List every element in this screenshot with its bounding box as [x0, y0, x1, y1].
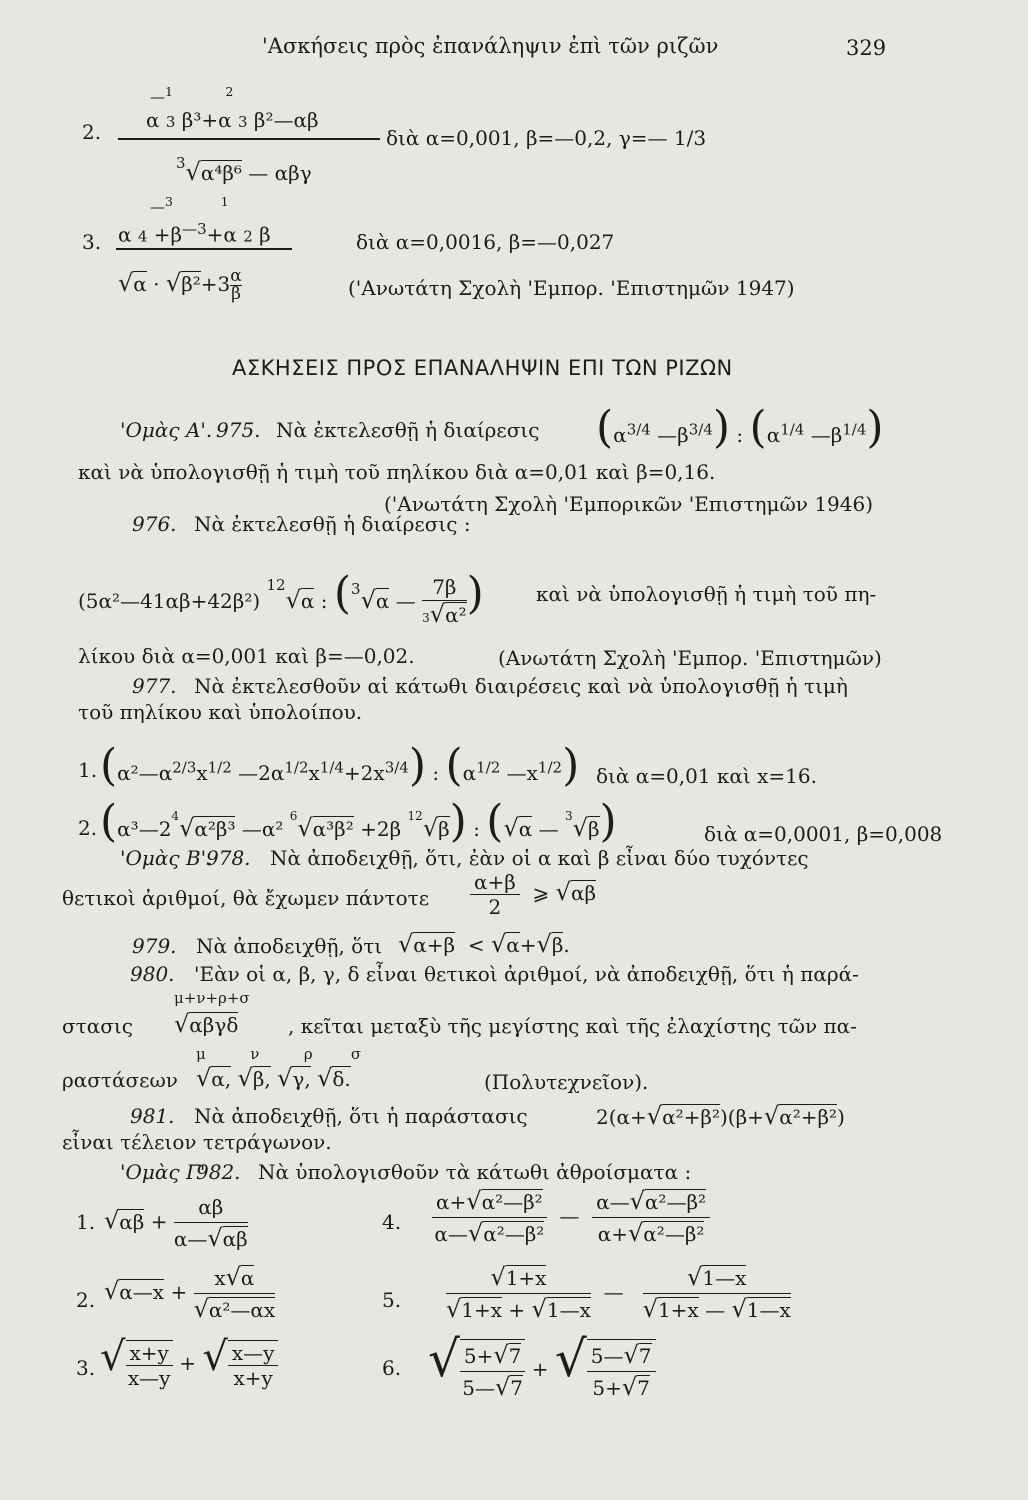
exercise-line-2: λίκου διὰ α=0,001 καὶ β=—0,02.	[78, 644, 415, 668]
sum-item-formula: √αβ + $\frac{\alpha\beta}{\alpha—√\alpha\beta}$	[104, 1192, 248, 1254]
fraction-denominator: $^3$√α⁴β⁶ — αβγ	[176, 154, 312, 186]
fraction-denominator: √α · √β²+3 $\frac{\alpha}{\beta}$	[118, 266, 242, 304]
exercise-line-2b: , κεῖται μεταξὺ τῆς μεγίστης καὶ τῆς ἐλαχίστης τῶν πα-	[288, 1014, 857, 1038]
exercise-text: 'Εὰν οἱ α, β, γ, δ εἶναι θετικοὶ ἀριθμοί, νὰ ἀποδειχθῇ, ὅτι ἡ παρά-	[194, 962, 859, 986]
exercise-text: Νὰ ὑπολογισθοῦν τὰ κάτωθι ἀθροίσματα :	[258, 1160, 692, 1184]
expression-formula: 2(α+√α²+β²)(β+√α²+β²)	[596, 1102, 845, 1130]
sum-item-number: 1.	[76, 1210, 96, 1234]
running-title: 'Ασκήσεις πρὸς ἐπανάληψιν ἐπὶ τῶν ριζῶν	[262, 34, 719, 58]
exercise-line-2a: στασις	[62, 1014, 133, 1038]
exercise-text-after: καὶ νὰ ὑπολογισθῇ ἡ τιμὴ τοῦ πη-	[536, 582, 877, 606]
sub-item-formula: ($\alpha^2—\alpha^{2/3}x^{1/2}$ $—2\alpha^{1/2}x^{1/4}+2x^{3/4}$) : ($\alpha^{1/2}$ $—x^{1/2}$)	[100, 740, 580, 791]
sum-item-number: 5.	[382, 1288, 402, 1312]
sum-item-formula: $\frac{\text{α+√α²—β²}}{\text{α—√α²—β²}}$ — $\frac{\text{α—√α²—β²}}{\text{α+√α²—β²}}$	[432, 1186, 710, 1249]
section-title: ΑΣΚΗΣΕΙΣ ΠΡΟΣ ΕΠΑΝΑΛΗΨΙΝ ΕΠΙ ΤΩΝ ΡΙΖΩΝ	[232, 356, 733, 380]
exercise-number: 978.	[206, 846, 251, 870]
exercise-number: 977.	[132, 674, 177, 698]
exercise-number: 2.	[82, 120, 102, 144]
exercise-number: 975.	[216, 418, 261, 442]
group-label: 'Ομὰς Α'.	[120, 418, 213, 442]
source-note: (Ανωτάτη Σχολὴ 'Εμπορ. 'Επιστημῶν)	[498, 646, 882, 670]
exercise-number: 976.	[132, 512, 177, 536]
sum-item-number: 4.	[382, 1210, 402, 1234]
condition: διὰ α=0,0016, β=—0,027	[356, 230, 615, 254]
exercise-number: 982.	[196, 1160, 241, 1184]
exercise-number: 979.	[132, 934, 177, 958]
source-note: ('Ανωτάτη Σχολὴ 'Εμπορικῶν 'Επιστημῶν 1946)	[384, 492, 874, 516]
division-formula: (5α²—41αβ+42β²) $^{12}$√α : ($^3$√α — $\frac{7\beta}{\text{3√α²}}$ )	[78, 568, 484, 628]
root-formula: μ+ν+ρ+σ √αβγδ	[174, 989, 250, 1038]
sum-item-formula: √ $\frac{x+y}{x—y}$ + √ $\frac{x—y}{x+y}$	[100, 1334, 278, 1390]
inequality-formula: $\frac{\alpha+\beta}{2}$ ⩾ √αβ	[470, 870, 596, 919]
group-label: 'Ομὰς Β'.	[120, 846, 213, 870]
sub-item-condition: διὰ α=0,01 καὶ x=16.	[596, 764, 817, 788]
page-number: 329	[846, 36, 887, 60]
exercise-text: Νὰ ἀποδειχθῇ, ὅτι, ἐὰν οἱ α καὶ β εἶναι δύο τυχόντες	[270, 846, 809, 870]
exercise-number: 3.	[82, 230, 102, 254]
exercise-number: 981.	[130, 1104, 175, 1128]
sub-item-number: 2.	[78, 816, 98, 840]
sum-item-number: 6.	[382, 1356, 402, 1380]
source-note: (Πολυτεχνεῖον).	[484, 1070, 649, 1094]
sum-item-formula: $\frac{√1+x}{√1+x + √1—x}$ — $\frac{√1—x}{√1+x — √1—x}$	[446, 1263, 791, 1323]
exercise-line-2: θετικοὶ ἀριθμοί, θὰ ἔχωμεν πάντοτε	[62, 886, 430, 910]
group-label: 'Ομὰς Γ'	[120, 1160, 206, 1184]
exercise-text: Νὰ ἐκτελεσθοῦν αἱ κάτωθι διαιρέσεις καὶ νὰ ὑπολογισθῇ ἡ τιμὴ	[194, 674, 848, 698]
sum-item-formula: √ $\frac{5+√7}{5—√7}$ + √ $\frac{5—√7}{5+√7}$	[428, 1330, 656, 1403]
source-note: ('Ανωτάτη Σχολὴ 'Εμπορ. 'Επιστημῶν 1947)	[348, 276, 795, 300]
fraction-numerator: α 3 β³+α 3 β²—αβ	[146, 108, 319, 132]
fraction-bar	[118, 138, 380, 140]
sum-item-number: 2.	[76, 1288, 96, 1312]
condition: διὰ α=0,001, β=—0,2, γ=— 1/3	[386, 126, 707, 150]
exponent-marks: —$^1$ $^2$	[150, 84, 234, 106]
exercise-line-2: εἶναι τέλειον τετράγωνον.	[62, 1130, 332, 1154]
exercise-text: Νὰ ἐκτελεσθῇ ἡ διαίρεσις :	[194, 512, 471, 536]
division-formula: ($\alpha^{3/4}$ $—\beta^{3/4}$) : ($\alpha^{1/4}$ $—\beta^{1/4}$)	[596, 402, 884, 453]
exercise-line-2: τοῦ πηλίκου καὶ ὑπολοίπου.	[78, 700, 363, 724]
sum-item-number: 3.	[76, 1356, 96, 1380]
roots-list: μ ν ρ σ √α, √β, √γ, √δ.	[196, 1045, 362, 1092]
fraction-bar	[116, 248, 292, 250]
exercise-line-3: ραστάσεων	[62, 1068, 178, 1092]
exercise-text: Νὰ ἀποδειχθῇ, ὅτι ἡ παράστασις	[194, 1104, 528, 1128]
sub-item-condition: διὰ α=0,0001, β=0,008	[704, 822, 943, 846]
inequality-formula: √α+β < √α+√β.	[398, 930, 570, 958]
sub-item-formula: ($\alpha^3—2^4√\alpha^2\beta^3$ —α² $^6$√α³β² +2β $^{12}$√β) : (√α — $^3$√β)	[100, 796, 617, 847]
exercise-text: Νὰ ἀποδειχθῇ, ὅτι	[196, 934, 383, 958]
exercise-line-2: καὶ νὰ ὑπολογισθῇ ἡ τιμὴ τοῦ πηλίκου διὰ α=0,01 καὶ β=0,16.	[78, 460, 716, 484]
exponent-marks: —$^3$ $^1$	[150, 194, 229, 216]
exercise-number: 980.	[130, 962, 175, 986]
sum-item-formula: √α—x + $\frac{x√\alpha}{\text{√α²—αx}}$	[104, 1263, 276, 1323]
fraction-numerator: α $4 +\beta^{—3}+\alpha$ 2 β	[118, 220, 271, 247]
sub-item-number: 1.	[78, 758, 98, 782]
exercise-text: Νὰ ἐκτελεσθῇ ἡ διαίρεσις	[276, 418, 540, 442]
